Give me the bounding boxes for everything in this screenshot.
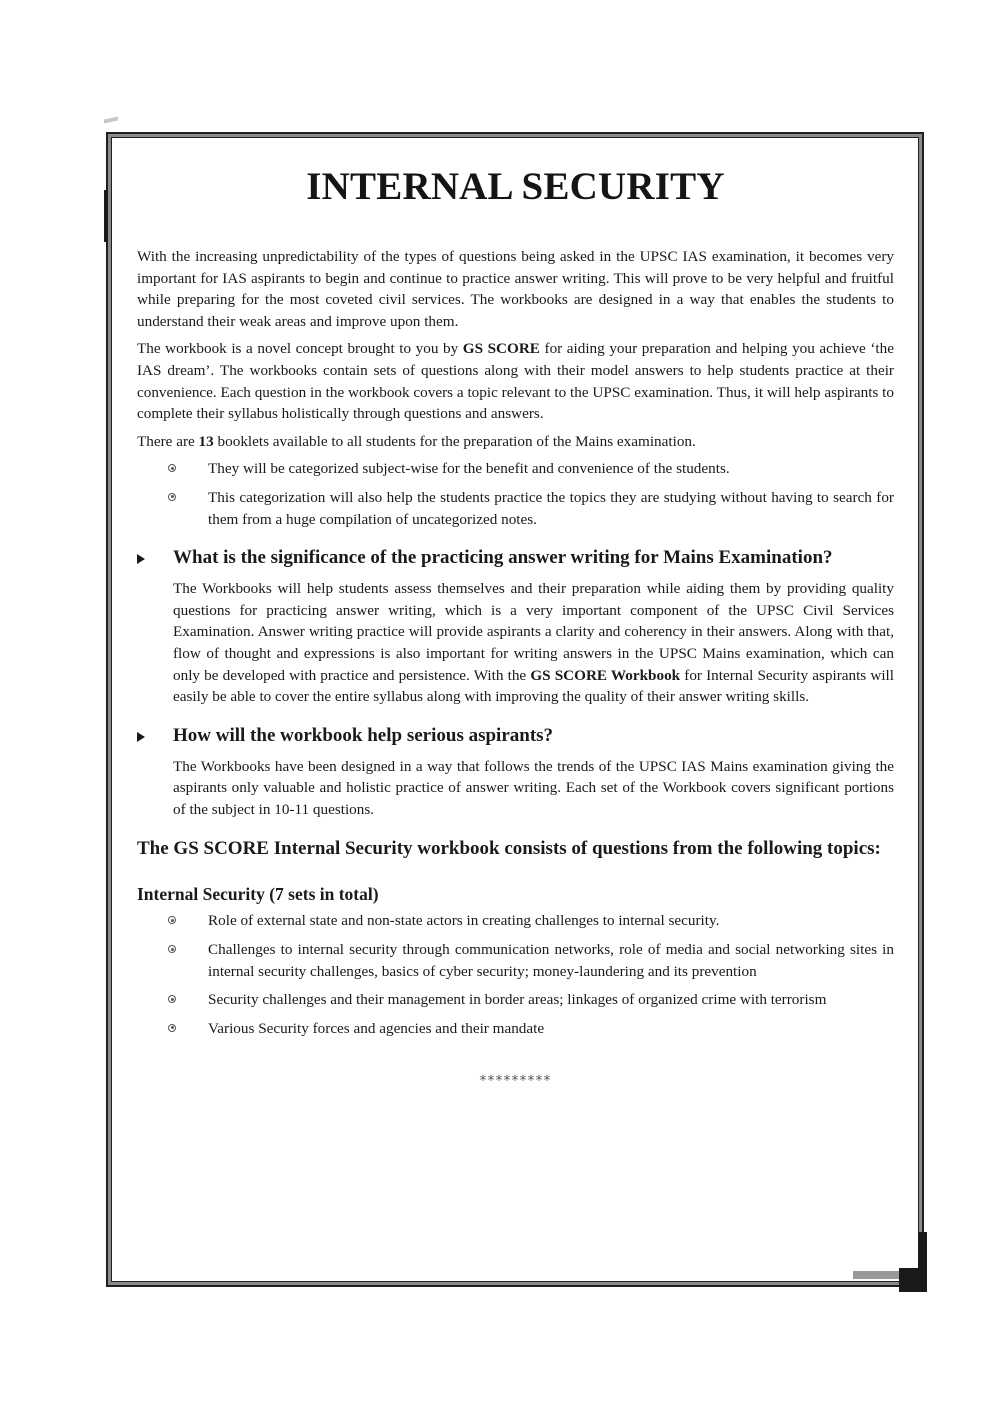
circle-bullet-icon — [168, 493, 176, 501]
intro-paragraph-3 — [137, 431, 894, 453]
list-item-text: They will be categorized subject-wise for the benefit and convenience of the students. — [208, 460, 730, 478]
section-heading-help — [137, 724, 894, 748]
circle-bullet-icon — [168, 916, 176, 924]
arrow-bullet-icon — [137, 732, 145, 742]
section-paragraph: The Workbooks have been designed in a way that follows the trends of the UPSC IAS Mains examination giving the aspirants only valuable and holistic practice of answer writing. Each set of the Workbook covers significant portions of the subject in 10-11 questions. — [173, 757, 894, 818]
intro-paragraph-1: With the increasing unpredictability of the types of questions being asked in the UPSC IAS examination, it becomes very important for IAS aspirants to begin and continue to practice answer writing. This will prove to be very helpful and fruitful while preparing for the most coveted civil services. The workbooks are designed in a way that enables the students to understand their weak areas and improve upon them. — [137, 248, 894, 330]
circle-bullet-icon — [168, 945, 176, 953]
brand-name: GS SCORE — [462, 340, 540, 358]
section-heading-text: What is the significance of the practicing answer writing for Mains Examination? — [173, 547, 833, 569]
page-title: INTERNAL SECURITY — [306, 165, 725, 208]
topics-heading: The GS SCORE Internal Security workbook consists of questions from the following topics: — [137, 838, 881, 860]
text: The workbook is a novel concept brought to you by — [137, 340, 463, 358]
intro-paragraph-2 — [137, 338, 894, 424]
list-item-text: Challenges to internal security through communication networks, role of media and social networking sites in internal security challenges, basics of cyber security; money-laundering and its prevention — [208, 941, 894, 980]
arrow-bullet-icon — [137, 554, 145, 564]
section-paragraph — [173, 578, 894, 708]
border-accent-bottom-grey — [853, 1271, 901, 1279]
booklet-count: 13 — [198, 432, 214, 450]
list-item — [208, 910, 894, 932]
list-item-text: Security challenges and their management in border areas; linkages of organized crime with terrorism — [208, 991, 827, 1009]
list-item — [208, 989, 894, 1011]
list-item — [208, 939, 894, 982]
text: for Internal Security aspirants will easily be able to cover the entire syllabus along with improving the quality of their answer writing skills. — [173, 666, 894, 706]
topics-subheading: Internal Security (7 sets in total) — [137, 884, 379, 905]
section-heading-significance — [137, 546, 894, 570]
end-marker: ********* — [479, 1073, 552, 1090]
section-body-help — [137, 756, 894, 821]
page-content — [137, 160, 894, 1089]
list-item-text: Role of external state and non-state actors in creating challenges to internal security. — [208, 912, 720, 930]
scan-artifact — [104, 117, 118, 124]
text: There are — [137, 432, 199, 450]
section-heading-text: How will the workbook help serious aspirants? — [173, 724, 554, 746]
section-body-significance — [137, 578, 894, 708]
brand-name: GS SCORE Workbook — [530, 666, 681, 684]
border-accent-left — [104, 190, 108, 242]
list-item — [208, 458, 894, 480]
circle-bullet-icon — [168, 1024, 176, 1032]
list-item-text: Various Security forces and agencies and their mandate — [208, 1019, 545, 1037]
circle-bullet-icon — [168, 995, 176, 1003]
text: for aiding your preparation and helping you achieve ‘the IAS dream’. The workbooks contain sets of questions along with their model answers to help students practice at their convenience. Each question in the workbook covers a topic relevant to the UPSC examination. Thus, it will help aspirants to complete their syllabus holistically through questions and answers. — [137, 340, 894, 423]
border-corner-accent — [899, 1268, 927, 1292]
list-item — [208, 1018, 894, 1040]
list-item — [208, 487, 894, 530]
list-item-text: This categorization will also help the students practice the topics they are studying without having to search for them from a huge compilation of uncategorized notes. — [208, 488, 894, 528]
topics-list — [137, 910, 894, 1039]
text: The Workbooks will help students assess themselves and their preparation while aiding them by providing quality questions for practicing answer writing, which is a very important component of the UPSC Civil Services Examination. Answer writing practice will provide aspirants a clarity and coherency in their answers. Along with that, flow of thought and expressions is also important for writing answers in the UPSC Mains examination, which can only be developed with practice and persistence. With the — [173, 580, 894, 684]
intro-bullet-list — [137, 458, 894, 530]
text: booklets available to all students for the preparation of the Mains examination. — [213, 432, 696, 450]
circle-bullet-icon — [168, 464, 176, 472]
